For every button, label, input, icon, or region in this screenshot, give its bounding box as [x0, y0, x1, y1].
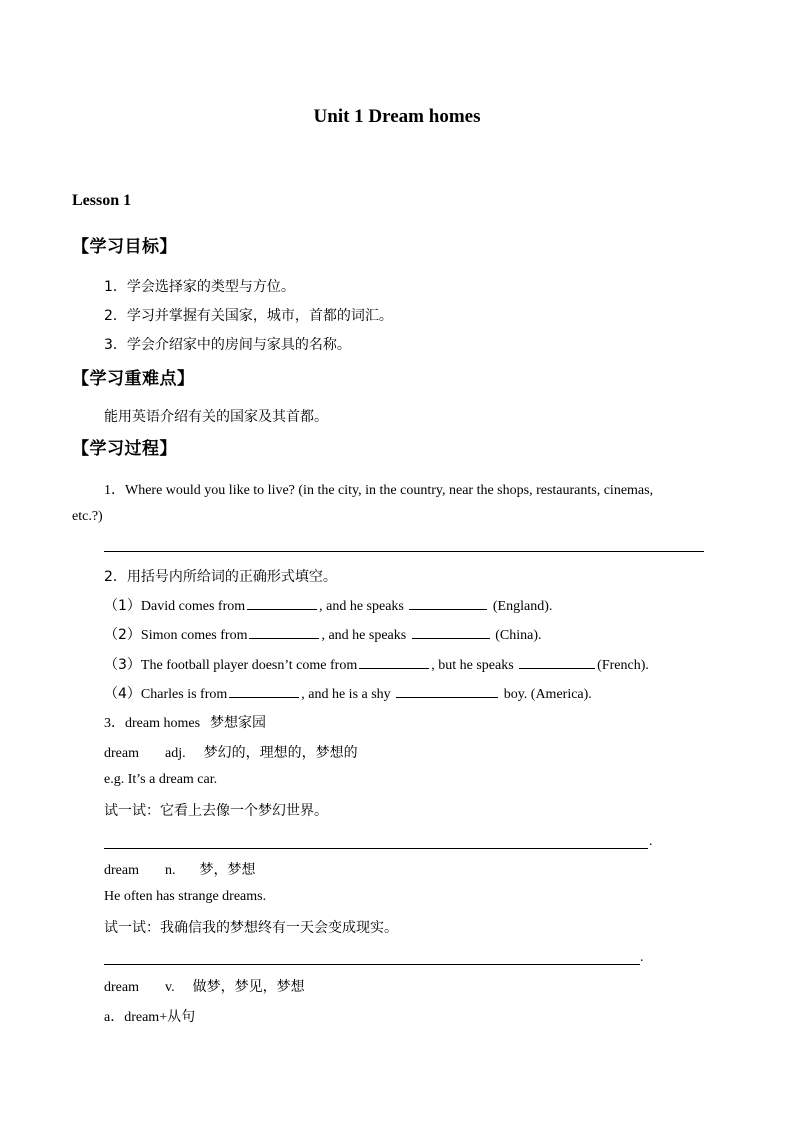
answer-line-period: .	[649, 834, 653, 849]
sub-item-a: a．dream+从句	[104, 1010, 196, 1025]
goal-item-2: 2．学习并掌握有关国家，城市，首都的词汇。	[104, 308, 393, 324]
fill-text-b: , but he speaks	[431, 658, 514, 673]
fill-number: （2）	[104, 627, 141, 643]
blank-1b[interactable]	[409, 595, 487, 610]
question-2-title: 2．用括号内所给词的正确形式填空。	[104, 569, 337, 585]
adj-example: e.g. It’s a dream car.	[104, 772, 218, 787]
fill-text-b: , and he speaks	[321, 628, 407, 643]
fill-text-a: Charles is from	[140, 687, 228, 702]
fill-text-a: Simon comes from	[140, 628, 248, 643]
fill-text-c: (French).	[597, 658, 649, 673]
key-points-heading: 【学习重难点】	[72, 369, 195, 389]
fill-item-1	[104, 595, 552, 615]
blank-3b[interactable]	[519, 654, 595, 669]
adj-pos: adj.	[164, 746, 186, 761]
question-3-title-cn: 梦想家园	[210, 715, 267, 731]
fill-text-c: (England).	[492, 599, 553, 614]
blank-3a[interactable]	[359, 654, 429, 669]
blank-2a[interactable]	[249, 624, 319, 639]
noun-definition	[104, 859, 255, 879]
fill-text-c: boy. (America).	[503, 687, 592, 702]
fill-number: （4）	[104, 686, 141, 702]
page-title: Unit 1 Dream homes	[313, 106, 481, 127]
blank-4a[interactable]	[229, 683, 299, 698]
fill-item-3	[104, 654, 649, 674]
goal-item-1: 1．学会选择家的类型与方位。	[104, 279, 295, 295]
noun-meaning: 梦，梦想	[199, 862, 256, 878]
blank-4b[interactable]	[396, 683, 498, 698]
verb-word: dream	[104, 980, 139, 995]
question-3-title-en: 3．dream homes	[104, 716, 201, 731]
verb-definition	[104, 976, 305, 996]
answer-line-period: .	[640, 950, 644, 965]
lesson-label: Lesson 1	[72, 192, 132, 209]
answer-line-noun[interactable]	[104, 964, 640, 965]
fill-item-4	[104, 683, 592, 703]
fill-text-b: , and he is a shy	[301, 687, 391, 702]
goal-item-3: 3．学会介绍家中的房间与家具的名称。	[104, 337, 351, 353]
adj-definition	[104, 742, 358, 762]
verb-meaning: 做梦，梦见，梦想	[192, 979, 305, 995]
verb-pos: v.	[164, 980, 175, 995]
adj-meaning: 梦幻的，理想的，梦想的	[203, 745, 358, 761]
question-1-line-2: etc.?)	[72, 509, 103, 524]
fill-item-2	[104, 624, 542, 644]
fill-text-b: , and he speaks	[319, 599, 404, 614]
fill-text-a: The football player doesn’t come from	[140, 658, 358, 673]
answer-line-q1[interactable]	[104, 551, 704, 552]
adj-try: 试一试：它看上去像一个梦幻世界。	[104, 803, 328, 819]
fill-text-c: (China).	[495, 628, 542, 643]
noun-example: He often has strange dreams.	[104, 889, 267, 904]
adj-word: dream	[104, 746, 139, 761]
process-heading: 【学习过程】	[72, 439, 177, 459]
fill-text-a: David comes from	[140, 599, 246, 614]
question-1-line-1: 1．Where would you like to live? (in the city, in the country, near the shops, restaurants, cinemas,	[104, 483, 654, 498]
blank-1a[interactable]	[247, 595, 317, 610]
noun-try: 试一试：我确信我的梦想终有一天会变成现实。	[104, 920, 398, 936]
noun-pos: n.	[164, 863, 176, 878]
noun-word: dream	[104, 863, 139, 878]
blank-2b[interactable]	[412, 624, 490, 639]
answer-line-adj[interactable]	[104, 848, 648, 849]
fill-number: （1）	[104, 598, 141, 614]
fill-number: （3）	[104, 657, 141, 673]
question-3-title	[104, 712, 266, 732]
key-points-text: 能用英语介绍有关的国家及其首都。	[104, 409, 328, 425]
goals-heading: 【学习目标】	[72, 237, 177, 257]
